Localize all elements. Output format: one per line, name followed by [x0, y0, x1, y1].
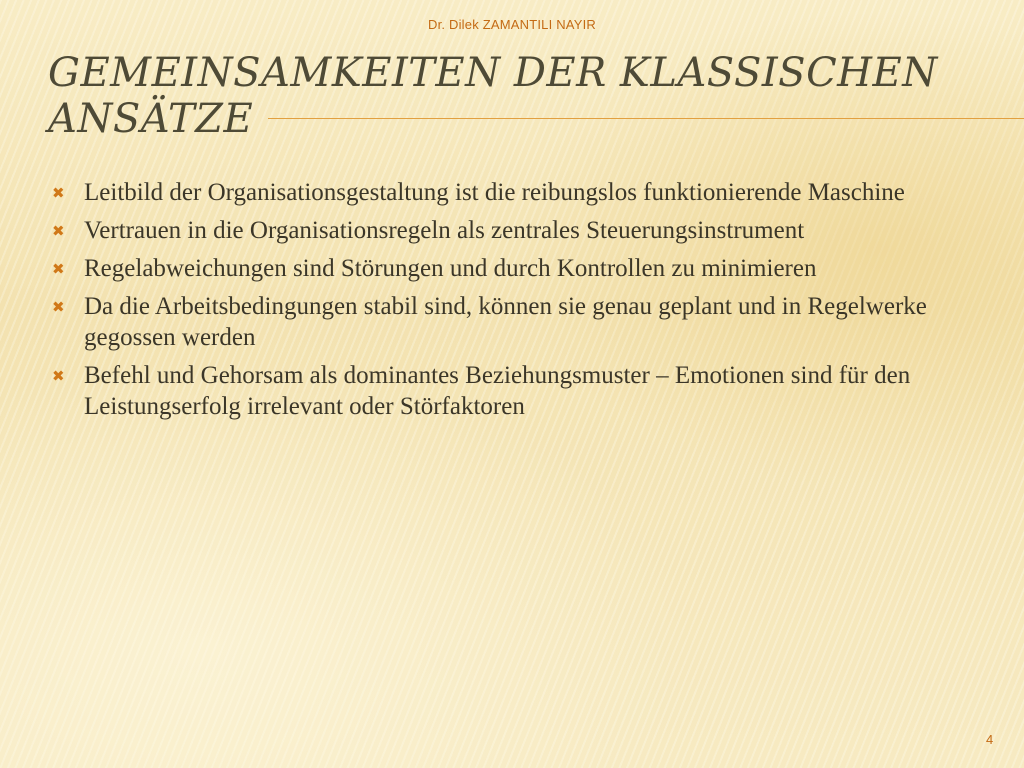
title-underline-divider	[268, 118, 1024, 119]
x-mark-icon: ✖	[52, 222, 65, 240]
page-number: 4	[986, 732, 994, 747]
bullet-item	[48, 215, 1008, 246]
bullet-item	[48, 177, 1008, 208]
bullet-text: Befehl und Gehorsam als dominantes Beziehungsmuster – Emotionen sind für den Leistungserfolg irrelevant oder Störfaktoren	[84, 362, 911, 420]
bullet-text: Regelabweichungen sind Störungen und durch Kontrollen zu minimieren	[84, 255, 817, 282]
x-mark-icon: ✖	[52, 260, 65, 278]
x-mark-icon: ✖	[52, 367, 65, 385]
bullet-item	[48, 291, 1008, 353]
author-name: Dr. Dilek ZAMANTILI NAYIR	[427, 17, 596, 32]
bullet-text: Vertrauen in die Organisationsregeln als zentrales Steuerungsinstrument	[84, 217, 805, 244]
bullet-text: Da die Arbeitsbedingungen stabil sind, können sie genau geplant und in Regelwerke gegossen werden	[84, 293, 927, 351]
bullet-text: Leitbild der Organisationsgestaltung ist die reibungslos funktionierende Maschine	[84, 179, 905, 206]
slide-title: GEMEINSAMKEITEN DER KLASSISCHEN ANSÄTZE	[48, 50, 938, 142]
x-mark-icon: ✖	[52, 298, 65, 316]
bullet-item	[48, 253, 1008, 284]
x-mark-icon: ✖	[52, 184, 65, 202]
bullet-list	[48, 177, 1008, 429]
bullet-item	[48, 360, 1008, 422]
